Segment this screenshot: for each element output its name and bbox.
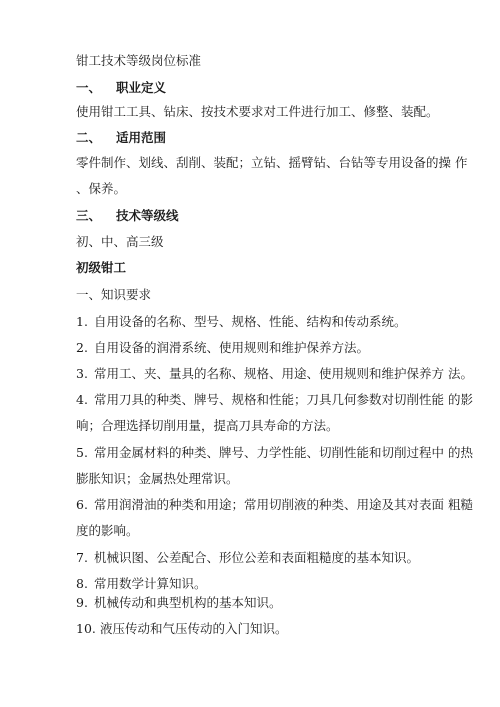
section-title: 适用范围 bbox=[116, 130, 167, 145]
item-number: 2. bbox=[76, 340, 88, 355]
section-body-3: 初、中、高三级 bbox=[76, 234, 164, 249]
item-number: 1. bbox=[76, 314, 88, 329]
list-item bbox=[76, 445, 473, 461]
section-body-2-line-1: 零件制作、划线、刮削、装配；立钻、摇臂钻、台钻等专用设备的操 作 bbox=[76, 155, 468, 170]
item-number: 5. bbox=[76, 445, 88, 460]
section-body-2-line-2: 、保养。 bbox=[76, 181, 127, 196]
list-item bbox=[76, 340, 369, 356]
knowledge-heading: 一、知识要求 bbox=[76, 287, 152, 302]
section-number: 二、 bbox=[76, 130, 102, 145]
item-text: 自用设备的润滑系统、使用规则和维护保养方法。 bbox=[94, 340, 370, 355]
list-item bbox=[76, 576, 207, 592]
list-item-continuation: 膨胀知识；金属热处理常识。 bbox=[76, 471, 239, 486]
list-item bbox=[76, 366, 473, 382]
item-text: 常用金属材料的种类、牌号、力学性能、切削性能和切削过程中 的热 bbox=[94, 445, 473, 460]
section-number: 三、 bbox=[76, 208, 102, 223]
list-item-continuation: 响；合理选择切削用量，提高刀具寿命的方法。 bbox=[76, 418, 339, 433]
list-item bbox=[76, 392, 473, 408]
item-number: 7. bbox=[76, 550, 88, 565]
section-title: 职业定义 bbox=[116, 80, 167, 95]
item-number: 10. bbox=[76, 621, 96, 636]
item-number: 4. bbox=[76, 392, 88, 407]
section-title: 技术等级线 bbox=[116, 208, 179, 223]
list-item bbox=[76, 621, 288, 637]
section-number: 一、 bbox=[76, 80, 102, 95]
section-heading-2 bbox=[76, 130, 166, 146]
list-item bbox=[76, 497, 473, 513]
list-item bbox=[76, 314, 407, 330]
document-title: 钳工技术等级岗位标准 bbox=[76, 53, 202, 68]
section-heading-3 bbox=[76, 208, 179, 224]
item-number: 3. bbox=[76, 366, 88, 381]
item-text: 常用刀具的种类、牌号、规格和性能；刀具几何参数对切削性能 的影 bbox=[94, 392, 473, 407]
section-body-1: 使用钳工工具、钻床、按技术要求对工件进行加工、修整、装配。 bbox=[76, 104, 439, 119]
list-item bbox=[76, 550, 419, 566]
level-title: 初级钳工 bbox=[76, 260, 127, 275]
item-text: 常用工、夹、量具的名称、规格、用途、使用规则和维护保养方 法。 bbox=[94, 366, 473, 381]
item-number: 6. bbox=[76, 497, 88, 512]
item-text: 液压传动和气压传动的入门知识。 bbox=[100, 621, 288, 636]
item-text: 常用润滑油的种类和用途；常用切削液的种类、用途及其对表面 粗糙 bbox=[94, 497, 473, 512]
section-heading-1 bbox=[76, 80, 166, 96]
item-number: 8. bbox=[76, 576, 88, 591]
item-number: 9. bbox=[76, 595, 88, 610]
item-text: 机械识图、公差配合、形位公差和表面粗糙度的基本知识。 bbox=[94, 550, 420, 565]
item-text: 常用数学计算知识。 bbox=[94, 576, 207, 591]
item-text: 机械传动和典型机构的基本知识。 bbox=[94, 595, 282, 610]
item-text: 自用设备的名称、型号、规格、性能、结构和传动系统。 bbox=[94, 314, 407, 329]
list-item-continuation: 度的影响。 bbox=[76, 523, 139, 538]
list-item bbox=[76, 595, 282, 611]
